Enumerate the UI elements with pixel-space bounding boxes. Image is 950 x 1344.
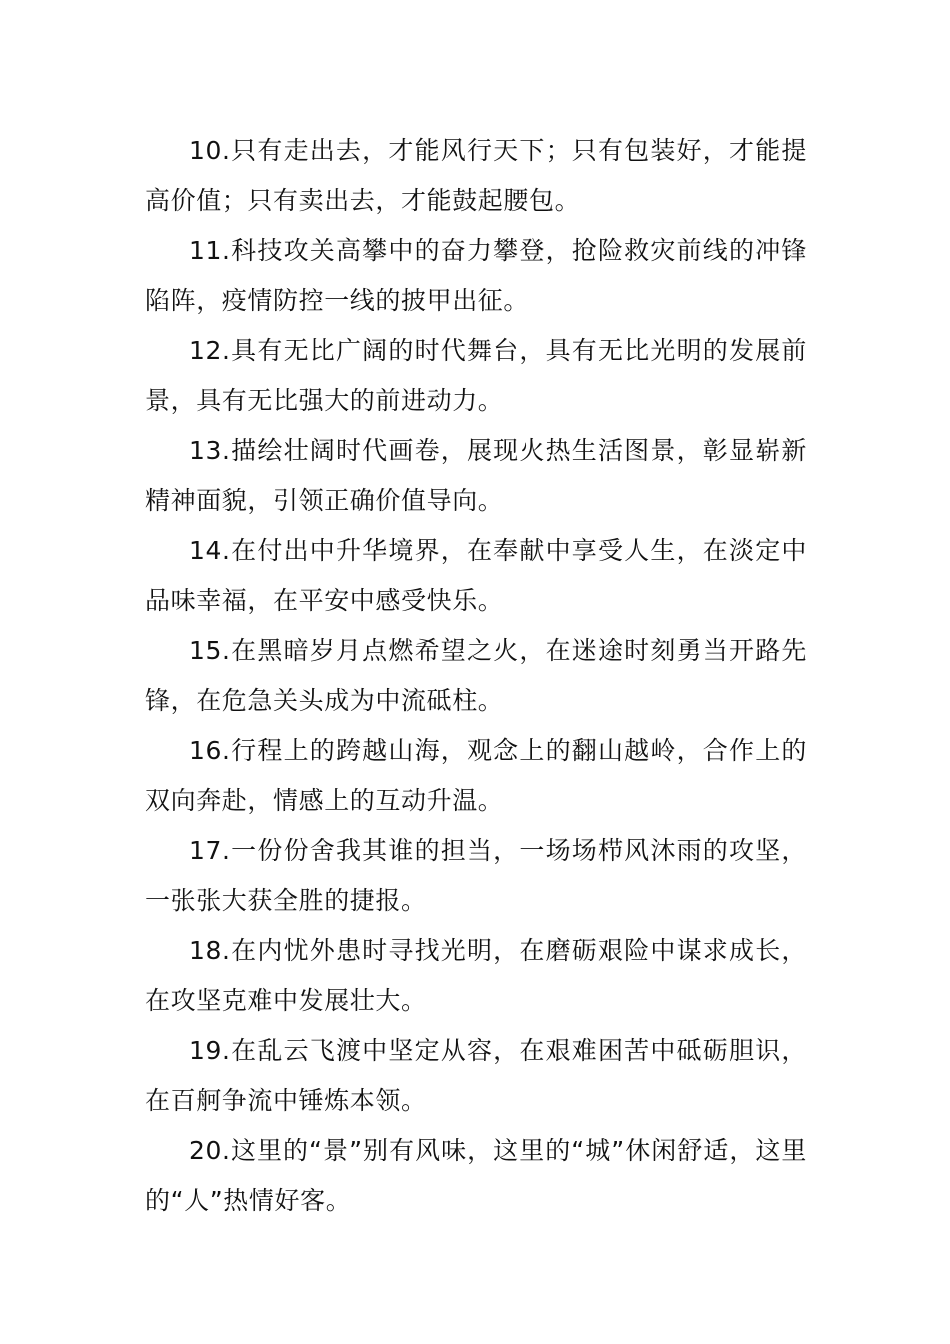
list-item: 10.只有走出去，才能风行天下；只有包装好，才能提高价值；只有卖出去，才能鼓起腰包。 xyxy=(145,136,807,215)
list-item: 12.具有无比广阔的时代舞台，具有无比光明的发展前景，具有无比强大的前进动力。 xyxy=(145,336,807,415)
list-item: 18.在内忧外患时寻找光明，在磨砺艰险中谋求成长，在攻坚克难中发展壮大。 xyxy=(145,936,807,1015)
list-item: 15.在黑暗岁月点燃希望之火，在迷途时刻勇当开路先锋，在危急关头成为中流砥柱。 xyxy=(145,636,807,715)
document-body xyxy=(145,126,807,1226)
list-item: 13.描绘壮阔时代画卷，展现火热生活图景，彰显崭新精神面貌，引领正确价值导向。 xyxy=(145,436,807,515)
list-item: 16.行程上的跨越山海，观念上的翻山越岭，合作上的双向奔赴，情感上的互动升温。 xyxy=(145,736,807,815)
list-item: 20.这里的“景”别有风味，这里的“城”休闲舒适，这里的“人”热情好客。 xyxy=(145,1136,807,1215)
list-item: 17.一份份舍我其谁的担当，一场场栉风沐雨的攻坚，一张张大获全胜的捷报。 xyxy=(145,836,807,915)
list-item: 11.科技攻关高攀中的奋力攀登，抢险救灾前线的冲锋陷阵，疫情防控一线的披甲出征。 xyxy=(145,236,807,315)
list-item: 14.在付出中升华境界，在奉献中享受人生，在淡定中品味幸福，在平安中感受快乐。 xyxy=(145,536,807,615)
list-item: 19.在乱云飞渡中坚定从容，在艰难困苦中砥砺胆识，在百舸争流中锤炼本领。 xyxy=(145,1036,807,1115)
